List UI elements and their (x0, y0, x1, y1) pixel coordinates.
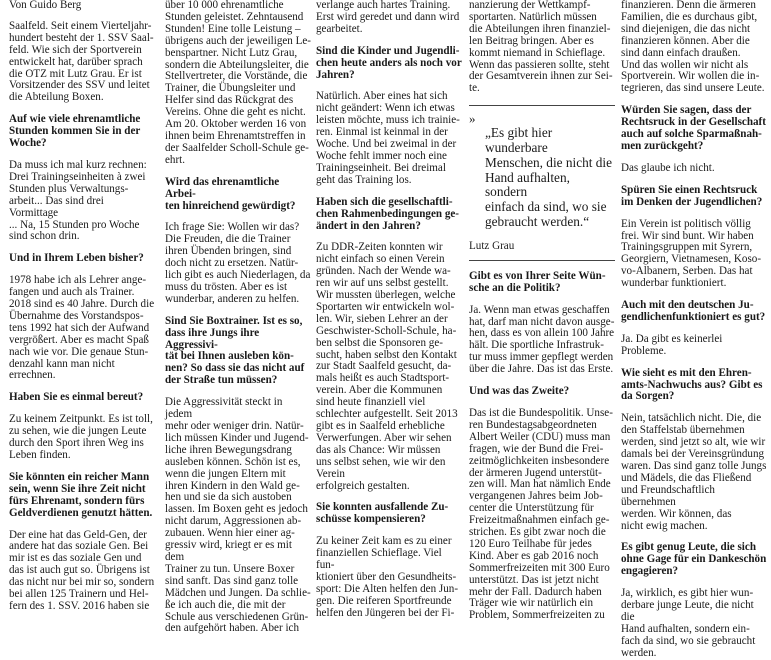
interview-question: Sind Sie Boxtrainer. Ist es so, dass ihre Jungs ihre Aggressivi- tät bei Ihnen ausleben kön- nen? So dass sie das nicht auf der Straße tun müssen? (165, 314, 305, 387)
column-1 (9, 0, 155, 612)
interview-question: Sie könnten ein reicher Mann sein, wenn Sie ihre Zeit nicht fürs Ehrenamt, sondern fürs Geldverdienen genutzt hätten. (9, 470, 153, 519)
interview-answer: Natürlich. Aber eines hat sich nicht geändert: Wenn ich etwas leisten möchte, muss ich trainie- ren. Einmal ist keinmal in der Woche. Und bei zweimal in der Woche fehlt immer noch eine Trainingseinheit. Bei dreimal geht das Training los. (316, 90, 460, 186)
interview-answer: Ich frage Sie: Wollen wir das? Die Freuden, die die Trainer ihren Übenden bringen, sind doch nicht zu ersetzen. Natür- lich gibt es auch Niederlagen, da muss du trösten. Aber es ist wunderbar, anderen zu helfen. (165, 221, 311, 305)
divider (469, 260, 615, 261)
column-2-body (165, 0, 311, 635)
pull-quote-text: „Es gibt hier wunderbare Menschen, die nicht die Hand aufhalten, sondern einfach da sind, wo sie gebraucht werden.“ (485, 125, 613, 230)
interview-answer: finanzieren. Denn die ärmeren Familien, die es durchaus gibt, sind diejenigen, die das nicht finanzieren können. Aber die sind dann einfach draußen. Und das wollen wir nicht als Sportverein. Wir wollen die in- tegrieren, das sind unsere Leute. (621, 0, 765, 95)
interview-question: Wie sieht es mit den Ehren- amts-Nachwuchs aus? Gibt es da Sorgen? (621, 366, 763, 403)
interview-answer: Saalfeld. Seit einem Vierteljahr- hundert besteht der 1. SSV Saal- feld. Wie sich der Sportverein entwickelt hat, darüber sprach die OTZ mit Lutz Grau. Er ist Vorsitzender des SSV und leitet die Abteilung Boxen. (9, 19, 154, 104)
interview-answer: Ja. Da gibt es keinerlei Probleme. (621, 332, 723, 357)
interview-question: Und was das Zweite? (469, 385, 570, 398)
pull-quote-author: Lutz Grau (469, 239, 515, 252)
column-3 (316, 0, 462, 619)
interview-answer: 1978 habe ich als Lehrer ange- fangen und auch als Trainer. 2018 sind es 40 Jahre. Durch die Übernahme des Vorstandspos- tens 1992 hat sich der Aufwand vergrößert. Aber es macht Spaß nach wie vor. Die genaue Stun- denzahl kann man nicht errechnen. (9, 274, 155, 382)
interview-question: Würden Sie sagen, dass der Rechtsruck in der Gesellschaft auch auf solche Sparmaßnah- men zurückgeht? (621, 104, 766, 152)
quote-mark-icon: » (469, 111, 476, 127)
interview-answer: über 10 000 ehrenamtliche Stunden geleistet. Zehntausend Stunden! Eine tolle Leistung – übrigens auch der jeweiligen Le- benspartner. Nicht Lutz Grau, sondern die Abteilungsleiter, die Stellvertreter, die Vorstände, die Trainer, die Übungsleiter und Helfer sind das Rückgrat des Vereins. Ohne die geht es nicht. Am 20. Oktober werden 16 von ihnen beim Ehrenamtstreffen in der Saalfelder Scholl-Schule ge- ehrt. (165, 0, 312, 166)
interview-answer: Ja. Wenn man etwas geschaffen hat, darf man nicht davon ausge- hen, dass es von allein 100 Jahre hält. Die sportliche Infrastruk- tur muss immer gepflegt werden über die Jahre. Das ist das Erste. (469, 303, 615, 376)
byline: Von Guido Berg (9, 0, 82, 11)
column-5 (621, 0, 767, 659)
interview-answer: Ja, wirklich, es gibt hier wun- derbare junge Leute, die nicht die Hand aufhalten, sondern ein- fach da sind, wo sie gebraucht werden. (621, 587, 756, 659)
column-4 (469, 0, 615, 622)
column-5-body (621, 0, 767, 660)
interview-question: Und in Ihrem Leben bisher? (9, 252, 144, 265)
interview-answer: Das ist die Bundespolitik. Unse- ren Bundestagsabgeordneten Albert Weiler (CDU) muss man fragen, wie der Bund die Frei- zeitmöglichkeiten insbesondere der ärmeren Jugend unterstüt- zen will. Man hat nämlich Ende vergangenen Jahres beim Job- center die Unterstützung für Freizeitmaßnahmen einfach ge- strichen. Es gibt zwar noch die 120 Euro Teilhabe für jedes Kind. Aber es gab 2016 noch Sommerfreizeiten mit 300 Euro unterstützt. Das ist jetzt nicht mehr der Fall. Dadurch haben Träger wie wir natürlich ein Problem, Sommerfreizeiten zu (469, 406, 613, 622)
interview-question: Spüren Sie einen Rechtsruck im Denken der Jugendlichen? (621, 183, 763, 208)
interview-answer: Der eine hat das Geld-Gen, der andere hat das soziale Gen. Bei mir ist es das soziale Gen und das ist auch gut so. Übrigens ist das nicht nur bei mir so, sondern bei allen 125 Trainern und Hel- fern des 1. SSV. 2016 haben sie (9, 528, 155, 612)
column-4-continuation: nanzierung der Wettkampf- sportarten. Natürlich müssen die Abteilungen ihren finanziel- len Beitrag bringen. Aber es kommt niemand in Schieflage. Wenn das passieren sollte, steht der Gesamtverein ihnen zur Sei- te. (469, 0, 613, 95)
interview-question: Auch mit den deutschen Ju- gendlichenfunktioniert es gut? (621, 299, 766, 323)
interview-question: Sind die Kinder und Jugendli- chen heute anders als noch vor Jahren? (316, 44, 462, 81)
interview-answer: Die Aggressivität steckt in jedem mehr oder weniger drin. Natür- lich müssen Kinder und Jugend- liche ihren Bewegungsdrang ausleben können. Schön ist es, wenn die jungen Eltern mit ihren Kindern in den Wald ge- hen und sie da sich austoben lassen. Im Boxen geht es jedoch nicht darum, Aggressionen ab- zubauen. Wenn hier einer ag- gressiv wird, kriegt er es mit dem Trainer zu tun. Unsere Boxer sind sanft. Das sind ganz tolle Mädchen und Jungen. Da schlie- ße ich auch die, die mit der Schule aus verschiedenen Grün- den aufgehört haben. Aber ich (165, 396, 311, 635)
interview-question: Auf wie viele ehrenamtliche Stunden kommen Sie in der Woche? (9, 113, 141, 150)
column-2 (165, 0, 312, 635)
interview-answer: Zu keinem Zeitpunkt. Es ist toll, zu sehen, wie die jungen Leute durch den Sport ihren Weg ins Leben finden. (9, 413, 153, 461)
interview-question: Es gibt genug Leute, die sich ohne Gage für ein Dankeschön engagieren? (621, 541, 767, 578)
interview-answer: Das glaube ich nicht. (621, 161, 715, 174)
interview-question: Haben sich die gesellschaftli- chen Rahmenbedingungen ge- ändert in den Jahren? (316, 195, 460, 232)
column-3-body (316, 0, 462, 620)
interview-answer: Zu keiner Zeit kam es zu einer finanziellen Schieflage. Viel fun- ktioniert über den Gesundheits- sport: Die Alten helfen den Jun- gen. Die reiferen Sportfreunde helfen den Jüngeren bei der Fi- (316, 535, 459, 619)
interview-answer: Ein Verein ist politisch völlig frei. Wir sind bunt. Wir haben Trainingsgruppen mit Syrern, Georgiern, Vietnamesen, Koso- vo-Albanern, Serben. Das hat wunderbar funktioniert. (621, 217, 762, 290)
interview-answer: Da muss ich mal kurz rechnen: Drei Trainingseinheiten à zwei Stunden plus Verwaltungs- arbeit... Das sind drei Vormittage ... Na, 15 Stunden pro Woche sind schon drin. (9, 158, 147, 243)
column-1-body (9, 21, 155, 613)
divider (469, 105, 615, 106)
interview-answer: Nein, tatsächlich nicht. Die, die den Staffelstab übernehmen werden, sind jetzt so alt, wie wir damals bei der Vereinsgründung waren. Das sind ganz tolle Jungs und Mädels, die das Fließend und Freundschaftlich übernehmen werden. Wir können, das nicht ewig machen. (621, 412, 767, 532)
column-4-body (469, 271, 615, 622)
interview-answer: verlange auch hartes Training. Erst wird geredet und dann wird gearbeitet. (316, 0, 460, 35)
interview-question: Sie konnten ausfallende Zu- schüsse kompensieren? (316, 501, 449, 526)
interview-question: Haben Sie es einmal bereut? (9, 391, 144, 404)
interview-answer: Zu DDR-Zeiten konnten wir nicht einfach so einen Verein gründen. Nach der Wende wa- ren wir auf uns selbst gestellt. Wir mussten überlegen, welche Sportarten wir entwickeln wol- len. Wir, sieben Lehrer an der Geschwister-Scholl-Schule, ha- ben selbst die Sponsoren ge- sucht, haben selbst den Kontakt zur Stadt Saalfeld gesucht, da- mals heißt es auch Stadtsport- verein. Aber die Kommunen sind heute finanziell viel schlechter aufgestellt. Seit 2013 gibt es in Saalfeld erhebliche Verwerfungen. Aber wir sehen das als Chance: Wir müssen uns selbst sehen, wie wir den Verein erfolgreich gestalten. (316, 241, 458, 492)
interview-question: Gibt es von Ihrer Seite Wün- sche an die Politik? (469, 269, 606, 294)
interview-question: Wird das ehrenamtliche Arbei- ten hinreichend gewürdigt? (165, 175, 296, 212)
pull-quote (469, 112, 615, 252)
